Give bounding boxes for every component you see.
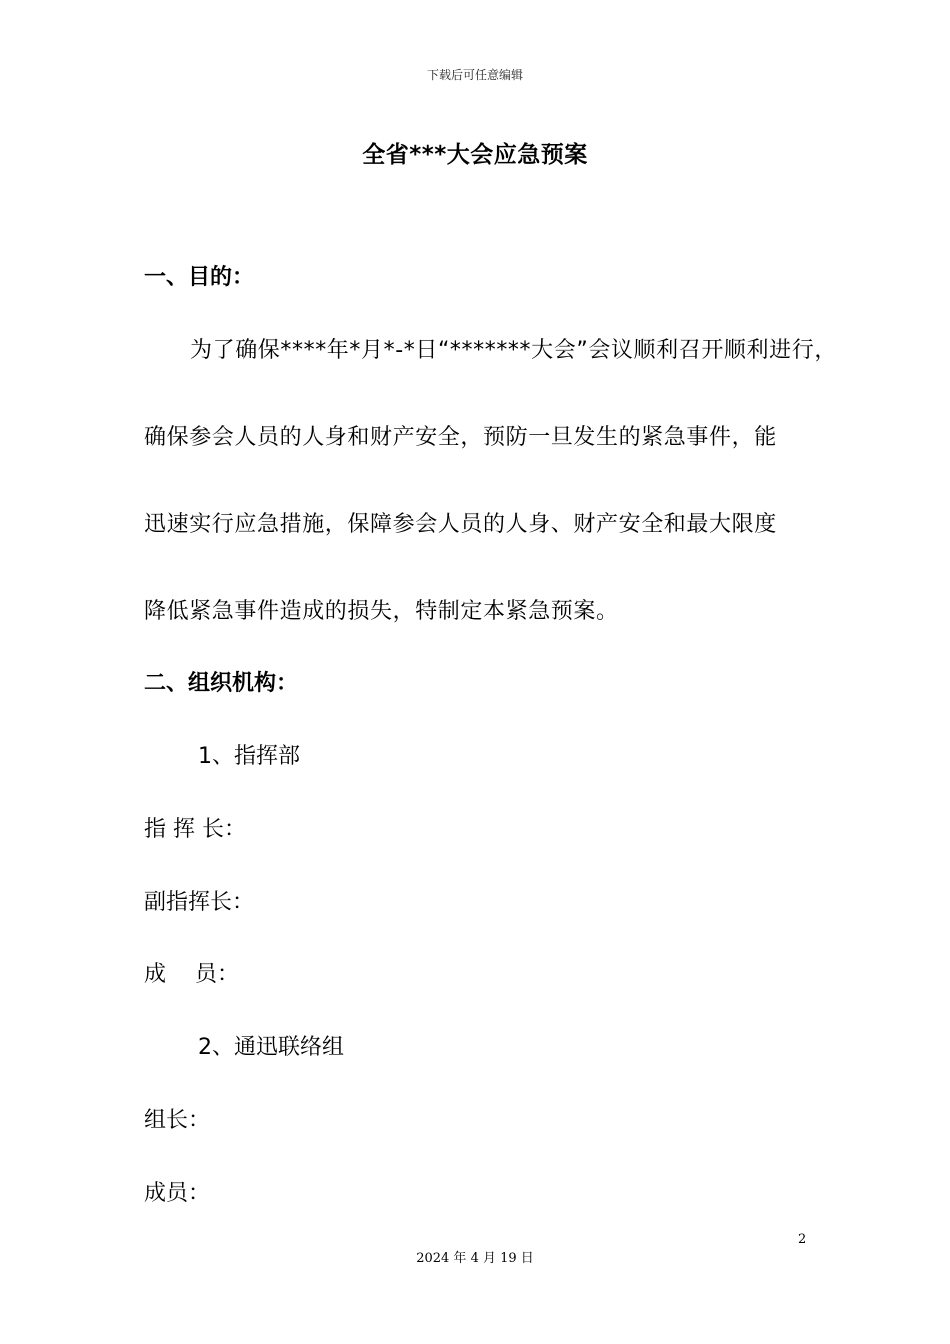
section-heading-purpose: 一、目的：: [144, 265, 255, 290]
footer-date: 2024 年 4 月 19 日: [416, 1251, 534, 1266]
purpose-paragraph-line: 迅速实行应急措施，保障参会人员的人身、财产安全和最大限度: [144, 512, 777, 537]
purpose-paragraph-line: 确保参会人员的人身和财产安全，预防一旦发生的紧急事件，能: [144, 425, 777, 450]
section-heading-organization: 二、组织机构：: [144, 671, 299, 696]
group-members-label: 成员：: [144, 1181, 211, 1206]
header-note: 下载后可任意编辑: [426, 68, 523, 82]
subsection-communication: 2、通迅联络组: [198, 1035, 344, 1060]
commander-label: 指 挥 长：: [144, 817, 246, 842]
page-number: 2: [798, 1232, 807, 1247]
deputy-commander-label: 副指挥长：: [144, 890, 255, 915]
purpose-paragraph-line: 降低紧急事件造成的损失，特制定本紧急预案。: [144, 599, 619, 624]
purpose-paragraph-line: 为了确保****年*月*-*日“*******大会”会议顺利召开顺利进行，: [190, 338, 837, 363]
subsection-command: 1、指挥部: [198, 744, 300, 769]
document-title: 全省***大会应急预案: [362, 142, 588, 168]
members-label: 成 员：: [144, 962, 239, 987]
group-leader-label: 组长：: [144, 1108, 211, 1133]
